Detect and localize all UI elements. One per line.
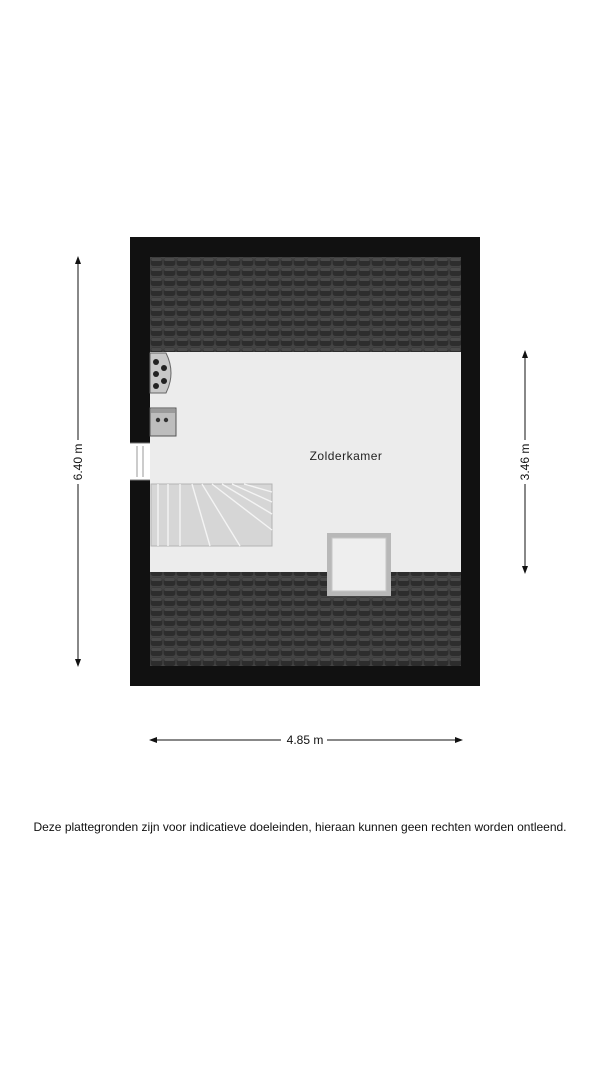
window — [130, 443, 150, 480]
boiler-icon — [150, 353, 171, 393]
room-label: Zolderkamer — [309, 449, 383, 463]
roof-bottom — [150, 572, 461, 666]
washing-machine-icon — [150, 408, 176, 436]
staircase — [151, 484, 272, 546]
dimension-right — [517, 350, 533, 574]
roof-top — [150, 257, 461, 352]
disclaimer-text: Deze plattegronden zijn voor indicatieve doeleinden, hieraan kunnen geen rechten worden ontleend. — [33, 820, 567, 834]
dim-right-label: 3.46 m — [518, 443, 532, 481]
skylight — [327, 533, 391, 596]
dim-bottom-label: 4.85 m — [286, 733, 324, 747]
dimension-left — [70, 256, 86, 667]
dimension-bottom — [149, 732, 463, 748]
dim-left-label: 6.40 m — [71, 443, 85, 481]
